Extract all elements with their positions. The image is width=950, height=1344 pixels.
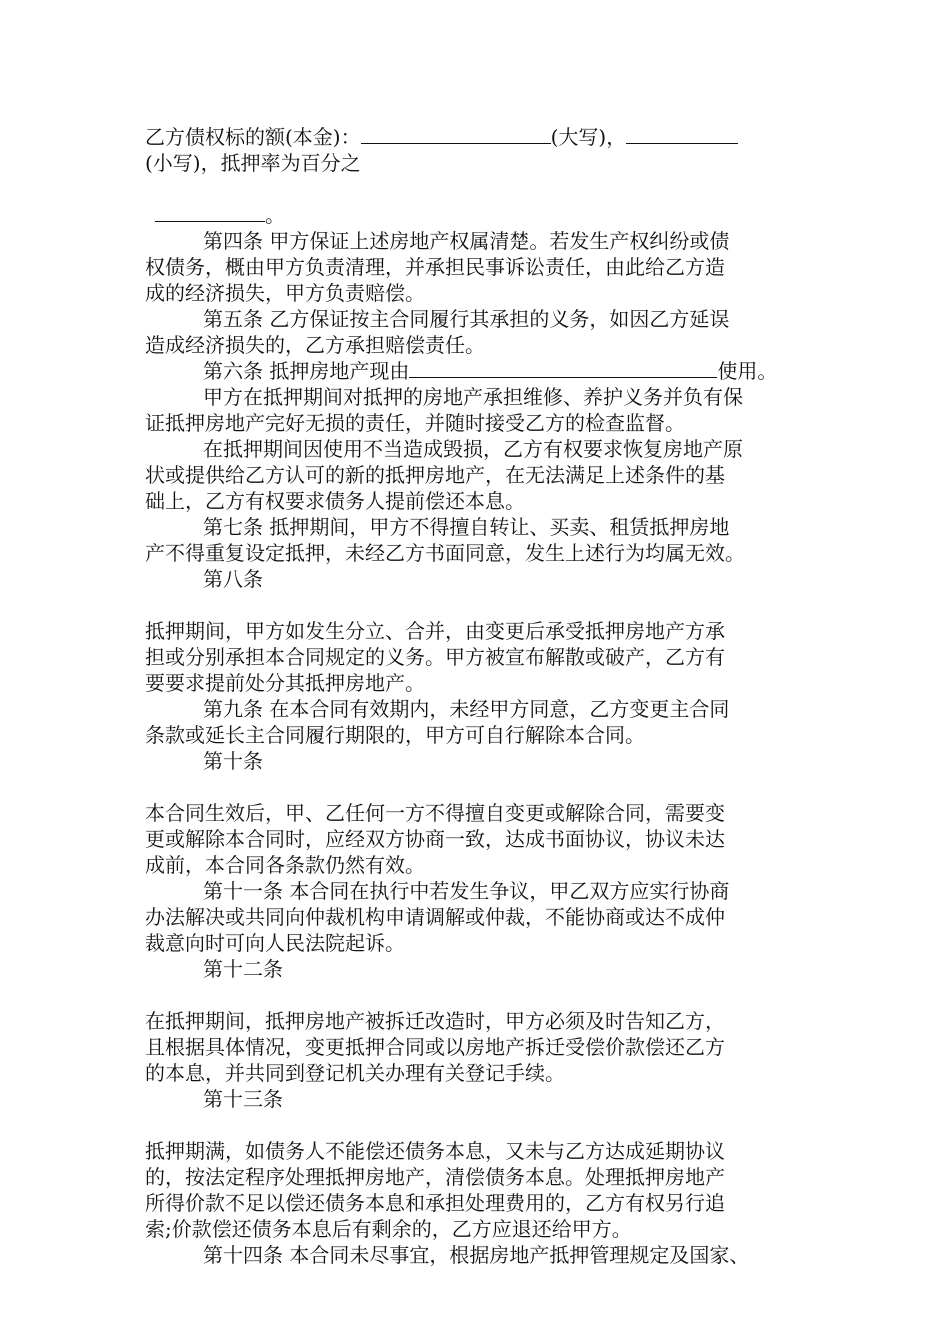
article-10-title: 第十条 — [203, 749, 263, 773]
article-8-line-1: 抵押期间，甲方如发生分立、合并，由变更后承受抵押房地产方承 — [145, 619, 725, 643]
article-13-title: 第十三条 — [203, 1087, 283, 1111]
article-10-line-3: 成前，本合同各条款仍然有效。 — [145, 853, 425, 877]
principal-label: 乙方债权标的额(本金)： — [145, 125, 361, 149]
amount-words-blank — [361, 125, 551, 144]
article-6-p2-line-1: 甲方在抵押期间对抵押的房地产承担维修、养护义务并负有保 — [203, 385, 743, 409]
user-blank — [409, 359, 717, 378]
article-6-p3-line-1: 在抵押期间因使用不当造成毁损，乙方有权要求恢复房地产原 — [203, 437, 743, 461]
principal-line — [145, 124, 738, 150]
article-7-line-2: 产不得重复设定抵押，未经乙方书面同意，发生上述行为均属无效。 — [145, 541, 745, 565]
article-10-line-2: 更或解除本合同时，应经双方协商一致，达成书面协议，协议未达 — [145, 827, 725, 851]
article-8-line-2: 担或分别承担本合同规定的义务。甲方被宣布解散或破产，乙方有 — [145, 645, 725, 669]
article-6-label: 第六条 抵押房地产现由 — [203, 359, 410, 383]
article-12-title: 第十二条 — [203, 957, 283, 981]
article-12-line-1: 在抵押期间，抵押房地产被拆迁改造时，甲方必须及时告知乙方， — [145, 1009, 725, 1033]
article-6-line-1 — [203, 358, 777, 384]
ratio-line: (小写)，抵押率为百分之 — [145, 151, 361, 175]
article-12-line-2: 且根据具体情况，变更抵押合同或以房地产拆迁受偿价款偿还乙方 — [145, 1035, 725, 1059]
amount-figures-blank — [626, 125, 738, 144]
article-8-line-3: 要要求提前处分其抵押房地产。 — [145, 671, 425, 695]
article-6-p3-line-2: 状或提供给乙方认可的新的抵押房地产，在无法满足上述条件的基 — [145, 463, 725, 487]
article-9-line-2: 条款或延长主合同履行期限的，甲方可自行解除本合同。 — [145, 723, 645, 747]
article-4-line-1: 第四条 甲方保证上述房地产权属清楚。若发生产权纠纷或债 — [203, 229, 730, 253]
article-13-line-2: 的，按法定程序处理抵押房地产，清偿债务本息。处理抵押房地产 — [145, 1165, 725, 1189]
article-10-line-1: 本合同生效后，甲、乙任何一方不得擅自变更或解除合同，需要变 — [145, 801, 725, 825]
article-12-line-3: 的本息，并共同到登记机关办理有关登记手续。 — [145, 1061, 565, 1085]
article-6-p2-line-2: 证抵押房地产完好无损的责任，并随时接受乙方的检查监督。 — [145, 411, 685, 435]
article-11-line-1: 第十一条 本合同在执行中若发生争议，甲乙双方应实行协商 — [203, 879, 730, 903]
article-13-line-4: 索;价款偿还债务本息后有剩余的，乙方应退还给甲方。 — [145, 1217, 632, 1241]
article-9-line-1: 第九条 在本合同有效期内，未经甲方同意，乙方变更主合同 — [203, 697, 730, 721]
article-6-p3-line-3: 础上，乙方有权要求债务人提前偿还本息。 — [145, 489, 525, 513]
article-11-line-2: 办法解决或共同向仲裁机构申请调解或仲裁，不能协商或达不成仲 — [145, 905, 725, 929]
article-13-line-3: 所得价款不足以偿还债务本息和承担处理费用的，乙方有权另行追 — [145, 1191, 725, 1215]
article-13-line-1: 抵押期满，如债务人不能偿还债务本息，又未与乙方达成延期协议 — [145, 1139, 725, 1163]
article-11-line-3: 裁意向时可向人民法院起诉。 — [145, 931, 405, 955]
article-6-suffix: 使用。 — [717, 359, 778, 383]
article-5-line-2: 造成经济损失的，乙方承担赔偿责任。 — [145, 333, 485, 357]
ratio-blank-line — [155, 202, 285, 228]
article-7-line-1: 第七条 抵押期间，甲方不得擅自转让、买卖、租赁抵押房地 — [203, 515, 730, 539]
article-5-line-1: 第五条 乙方保证按主合同履行其承担的义务，如因乙方延误 — [203, 307, 730, 331]
article-14-line-1: 第十四条 本合同未尽事宜，根据房地产抵押管理规定及国家、 — [203, 1243, 750, 1267]
ratio-blank — [155, 203, 265, 222]
ratio-period: 。 — [265, 203, 285, 227]
words-note: (大写)， — [550, 125, 627, 149]
article-4-line-3: 成的经济损失，甲方负责赔偿。 — [145, 281, 425, 305]
article-4-line-2: 权债务，概由甲方负责清理，并承担民事诉讼责任，由此给乙方造 — [145, 255, 725, 279]
article-8-title: 第八条 — [203, 567, 263, 591]
